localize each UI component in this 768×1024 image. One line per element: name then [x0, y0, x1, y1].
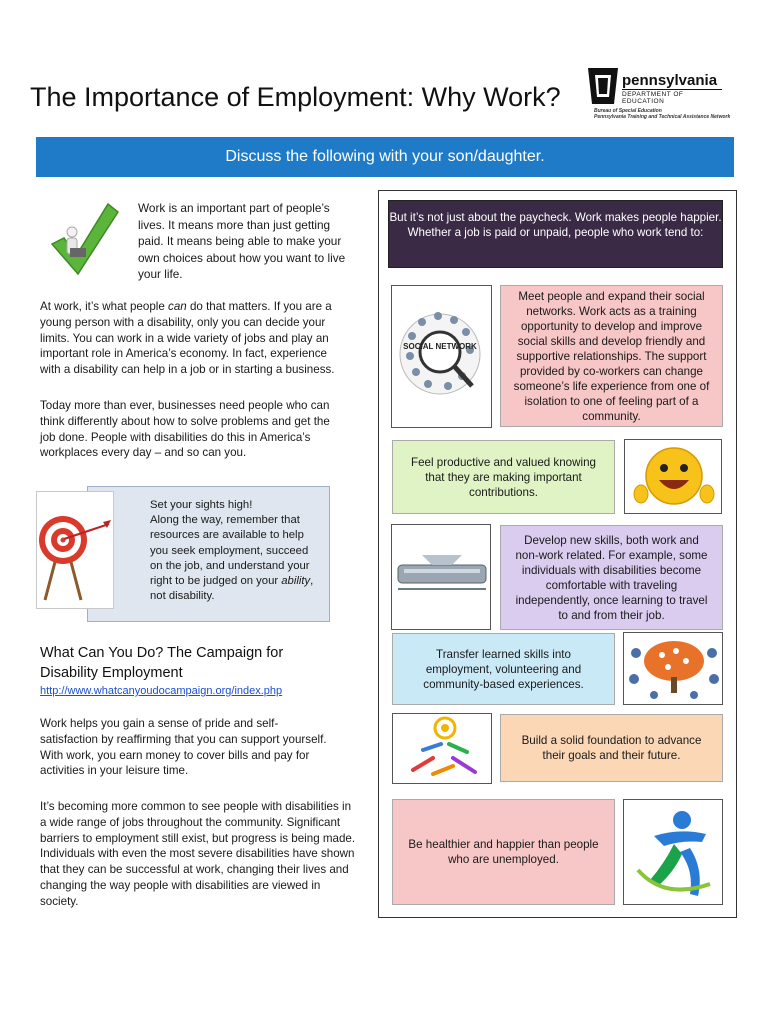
logo-bureau: Bureau of Special Education Pennsylvania Training and Technical Assistance Network — [594, 108, 731, 120]
pride-paragraph: Work helps you gain a sense of pride and self-satisfaction by reaffirming that you can support yourself. With work, you earn money to cover bills and pay for activities in your leisure time. — [40, 717, 327, 778]
pa-education-logo — [586, 66, 736, 122]
progress-paragraph: It’s becoming more common to see people with disabilities in a wide range of jobs throughout the community. Significant barriers to employment still exist, but progress is being made. Individuals with even the most severe disabilities have shown that they can be successful at work, changing their lives and changing the way people with disabilities are viewed in society. — [40, 800, 356, 908]
thumbs-up-smiley-icon — [624, 439, 722, 514]
checkmark-person-icon — [46, 198, 120, 278]
logo-department: DEPARTMENT OF EDUCATION — [622, 89, 722, 105]
travel-airplane-icon — [391, 524, 491, 630]
sights-text: Set your sights high! Along the way, remember that resources are available to help you seek employment, succeed on the job, and understand your right to be judged on your ability, not disability. — [150, 499, 314, 603]
skills-tree-icon — [623, 632, 723, 705]
logo-wordmark: pennsylvania — [622, 72, 718, 89]
benefit-card-social: Meet people and expand their social networks. Work acts as a training opportunity to develop and improve social skills and develop friendly and supportive relationships. The support provided by co-workers can change someone’s life experience from one of isolation to one of feeling part of a community. — [500, 285, 723, 427]
businesses-paragraph: Today more than ever, businesses need people who can think differently about how to solve problems and get the job done. People with disabilities do this in America’s workplaces every day – and so can you. — [40, 399, 330, 460]
benefit-card-productive: Feel productive and valued knowing that they are making important contributions. — [392, 440, 615, 514]
campaign-link[interactable]: http://www.whatcanyoudocampaign.org/index.php — [40, 685, 283, 697]
panel-header: But it’s not just about the paycheck. Work makes people happier. Whether a job is paid or unpaid, people who work tend to: — [388, 200, 723, 268]
benefit-card-transfer: Transfer learned skills into employment, volunteering and community-based experiences. — [392, 633, 615, 705]
discussion-banner: Discuss the following with your son/daughter. — [36, 137, 734, 177]
intro-paragraph: Work is an important part of people’s lives. It means more than just getting paid. It means being able to make your own choices about how you want to live your life. — [138, 201, 346, 281]
target-arrow-icon — [36, 491, 114, 609]
social-network-label: SOCIAL NETWORK — [403, 342, 477, 351]
active-figure-icon — [623, 799, 723, 905]
benefit-card-foundation: Build a solid foundation to advance their goals and their future. — [500, 714, 723, 782]
work-paragraph: At work, it’s what people can do that matters. If you are a young person with a disability, only you can decide your limits. You can work in a wide variety of jobs and play an important role in America’s economy. In fact, experience with a disability can help in a job or in starting a business. — [40, 300, 335, 377]
benefit-card-skills: Develop new skills, both work and non-work related. For example, some individuals with disabilities become comfortable with traveling independently, once learning to travel to and from their job. — [500, 525, 723, 630]
social-network-icon — [391, 285, 492, 428]
page-title: The Importance of Employment: Why Work? — [30, 82, 561, 112]
teamwork-figures-icon — [392, 713, 492, 784]
benefit-card-healthier: Be healthier and happier than people who are unemployed. — [392, 799, 615, 905]
campaign-heading: What Can You Do? The Campaign for Disability Employment — [40, 645, 284, 681]
keystone-icon — [586, 66, 620, 106]
